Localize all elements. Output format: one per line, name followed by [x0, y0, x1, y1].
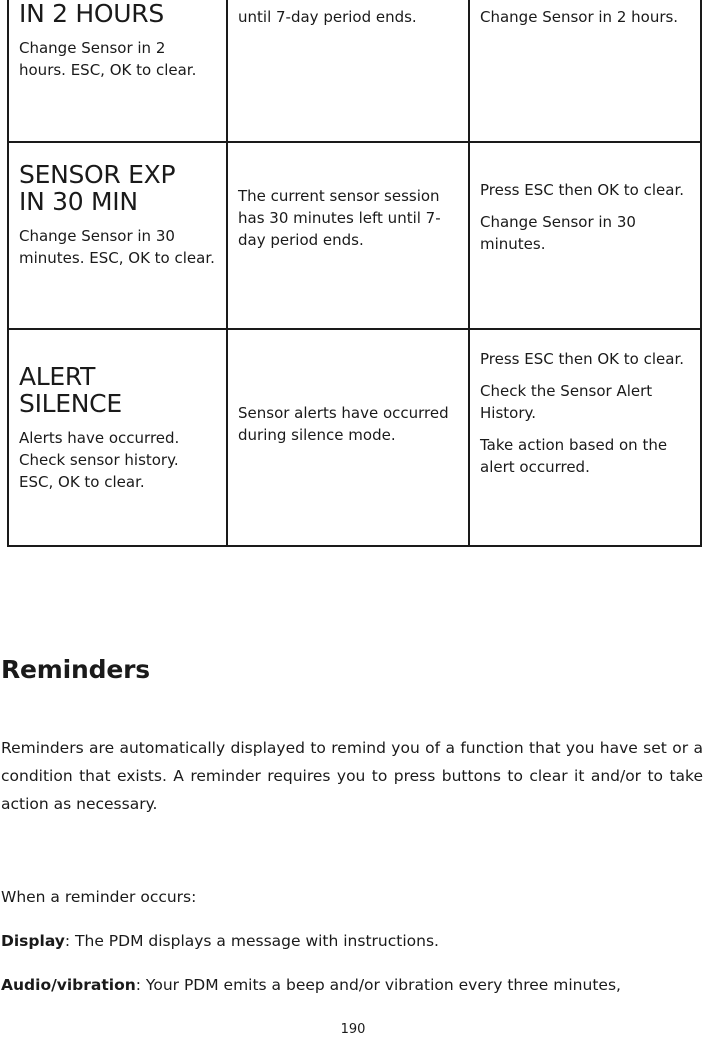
alert-description: Sensor alerts have occurred during silence mode. — [238, 404, 449, 444]
display-text: : The PDM displays a message with instructions. — [64, 932, 439, 950]
description-cell — [227, 0, 469, 142]
alert-code-line: IN 30 MIN — [19, 187, 138, 216]
action-text: Press ESC then OK to clear. — [480, 181, 685, 199]
action-text: Change Sensor in 30 minutes. — [480, 213, 636, 253]
alert-message: Alerts have occurred. Check sensor history. ESC, OK to clear. — [19, 429, 180, 491]
description-cell — [227, 329, 469, 546]
action-text: Check the Sensor Alert History. — [480, 382, 653, 422]
alert-description: The current sensor session has 30 minutes left until 7-day period ends. — [238, 187, 441, 249]
table-row — [8, 0, 701, 142]
alert-message: Change Sensor in 30 minutes. ESC, OK to clear. — [19, 227, 215, 267]
action-text: Press ESC then OK to clear. — [480, 350, 685, 368]
display-label: Display — [1, 932, 65, 950]
audio-line — [1, 971, 703, 999]
alert-code — [19, 363, 216, 417]
alerts-table — [7, 0, 702, 547]
description-cell — [227, 142, 469, 329]
alert-message: Change Sensor in 2 hours. ESC, OK to clear. — [19, 39, 197, 79]
audio-label: Audio/vibration — [1, 976, 136, 994]
action-text: Take action based on the alert occurred. — [480, 436, 668, 476]
section-title: Reminders — [1, 655, 150, 684]
table-row — [8, 142, 701, 329]
audio-text: : Your PDM emits a beep and/or vibration every three minutes, — [135, 976, 621, 994]
when-reminder-occurs: When a reminder occurs: — [1, 888, 197, 906]
alert-code: IN 2 HOURS — [19, 0, 164, 28]
alert-description: until 7-day period ends. — [238, 8, 417, 26]
action-cell — [469, 0, 701, 142]
alert-name-cell — [8, 329, 227, 546]
alert-code-line: ALERT — [19, 362, 96, 391]
page-number: 190 — [340, 1022, 366, 1037]
alert-code-line: SENSOR EXP — [19, 160, 176, 189]
action-text: Change Sensor in 2 hours. — [480, 8, 679, 26]
action-cell — [469, 329, 701, 546]
display-line — [1, 927, 703, 955]
action-cell — [469, 142, 701, 329]
alert-name-cell — [8, 142, 227, 329]
reminders-intro: Reminders are automatically displayed to remind you of a function that you have set or a condition that exists. A reminder requires you to press buttons to clear it and/or to take action as necessary. — [1, 739, 703, 813]
alert-code-line: SILENCE — [19, 389, 122, 418]
table-row — [8, 329, 701, 546]
alert-name-cell — [8, 0, 227, 142]
alert-code — [19, 161, 216, 215]
